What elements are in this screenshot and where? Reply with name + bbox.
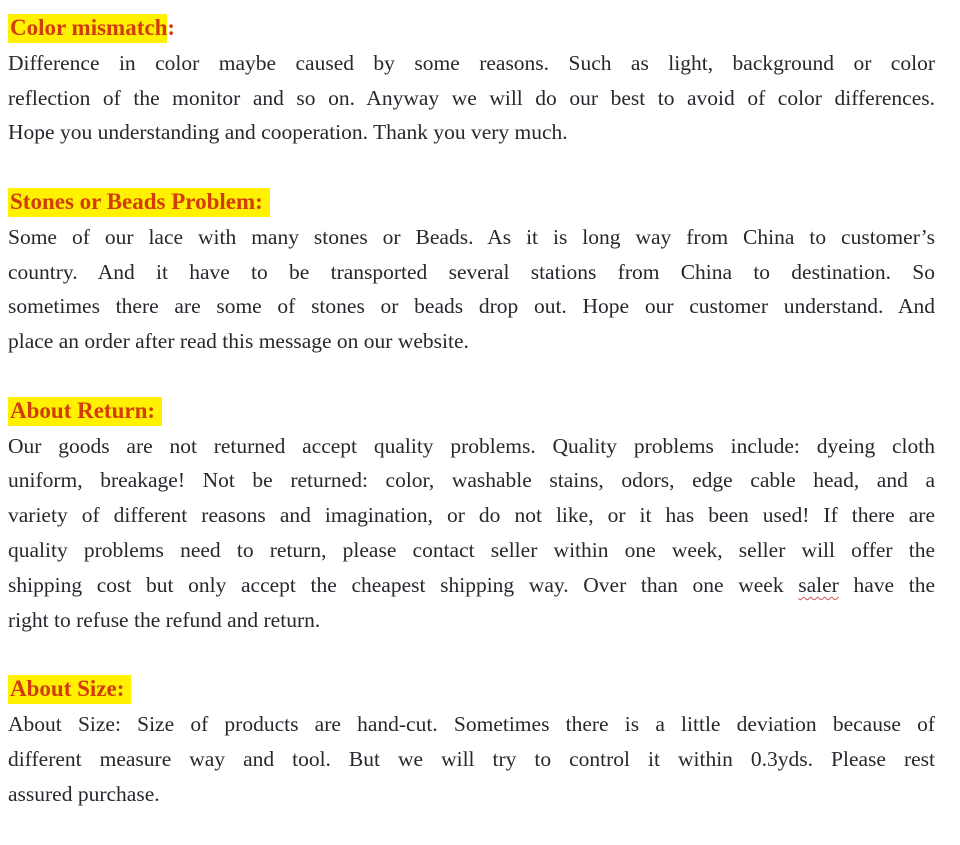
section-about-return — [8, 394, 935, 638]
text-line: shipping cost but only accept the cheapest shipping way. Over than one week saler have the — [8, 572, 935, 597]
text-line: Hope you understanding and cooperation. Thank you very much. — [8, 120, 568, 145]
misspelled-word: saler — [798, 572, 839, 597]
section-heading — [8, 11, 935, 46]
text-line: place an order after read this message on our website. — [8, 329, 469, 354]
heading-colon: : — [167, 15, 176, 40]
text-line: right to refuse the refund and return. — [8, 607, 321, 632]
text-line: Difference in color maybe caused by some reasons. Such as light, background or color — [8, 50, 935, 75]
text-line: Our goods are not returned accept quality problems. Quality problems include: dyeing cloth — [8, 433, 935, 458]
text-line: variety of different reasons and imagination, or do not like, or it has been used! If there are — [8, 503, 935, 528]
text-line: country. And it have to be transported several stations from China to destination. So — [8, 259, 935, 284]
heading-highlight: Stones or Beads Problem: — [8, 188, 270, 217]
text-line: assured purchase. — [8, 781, 160, 806]
heading-highlight: About Size: — [8, 675, 131, 704]
section-about-size — [8, 672, 935, 811]
text-line: uniform, breakage! Not be returned: color, washable stains, odors, edge cable head, and a — [8, 468, 935, 493]
heading-highlight: Color mismatch — [8, 14, 167, 43]
section-heading — [8, 672, 935, 707]
text-line: different measure way and tool. But we will try to control it within 0.3yds. Please rest — [8, 746, 935, 771]
section-heading — [8, 185, 935, 220]
section-heading — [8, 394, 935, 429]
section-color-mismatch — [8, 11, 935, 150]
heading-highlight: About Return: — [8, 397, 162, 426]
text-line: quality problems need to return, please contact seller within one week, seller will offer the — [8, 537, 935, 562]
text-line: sometimes there are some of stones or beads drop out. Hope our customer understand. And — [8, 294, 935, 319]
section-stones-or-beads-problem — [8, 185, 935, 359]
text-line: Some of our lace with many stones or Beads. As it is long way from China to customer’s — [8, 224, 935, 249]
text-line: reflection of the monitor and so on. Anyway we will do our best to avoid of color differences. — [8, 85, 935, 110]
text-line: About Size: Size of products are hand-cut. Sometimes there is a little deviation because of — [8, 711, 935, 736]
